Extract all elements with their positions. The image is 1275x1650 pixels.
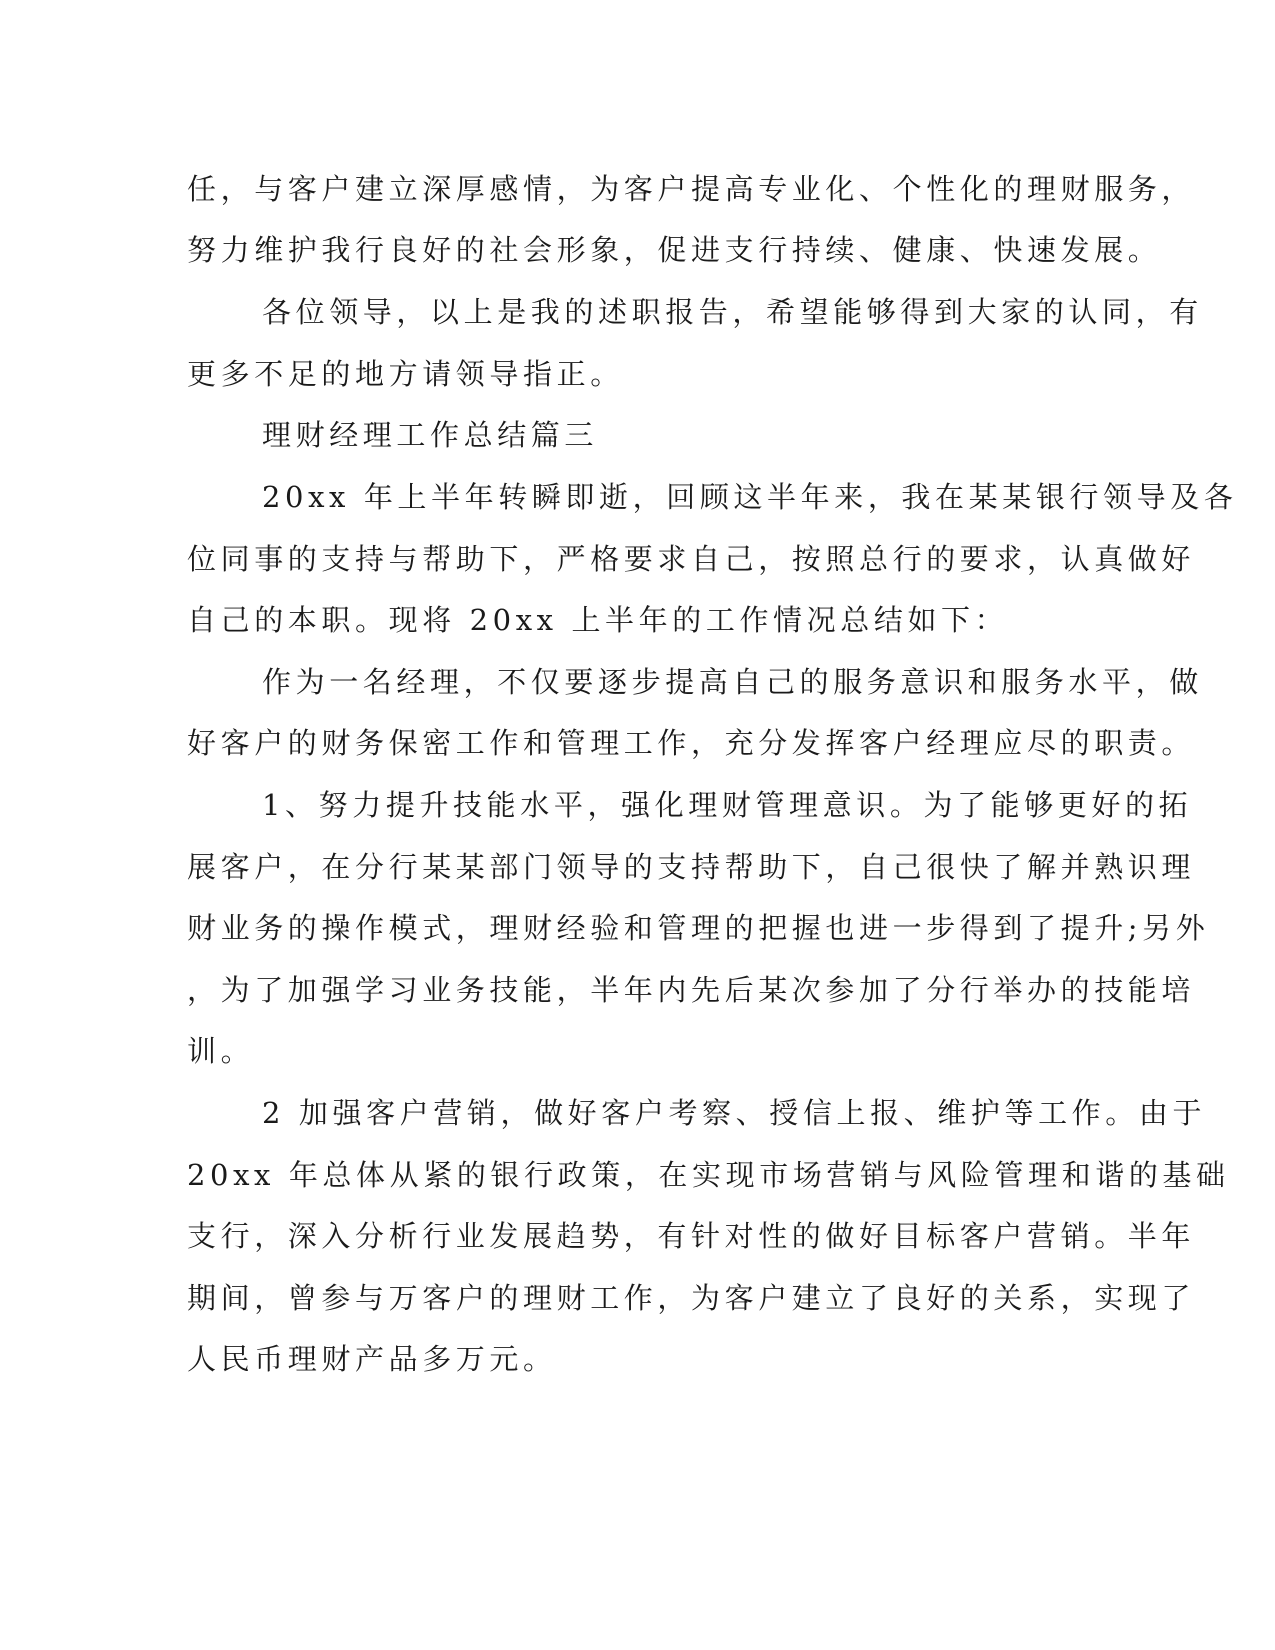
text-line: 20xx 年上半年转瞬即逝，回顾这半年来，我在某某银行领导及各 [262, 480, 1238, 514]
text-line: 任，与客户建立深厚感情，为客户提高专业化、个性化的理财服务， [187, 172, 1196, 206]
text-line: 展客户，在分行某某部门领导的支持帮助下，自己很快了解并熟识理 [187, 850, 1196, 884]
text-line: 努力维护我行良好的社会形象，促进支行持续、健康、快速发展。 [187, 233, 1162, 267]
text-line: 好客户的财务保密工作和管理工作，充分发挥客户经理应尽的职责。 [187, 726, 1196, 760]
text-line: 自己的本职。现将 20xx 上半年的工作情况总结如下： [187, 603, 1009, 637]
text-line: 2 加强客户营销，做好客户考察、授信上报、维护等工作。由于 [262, 1096, 1207, 1130]
text-line: 财业务的操作模式，理财经验和管理的把握也进一步得到了提升;另外 [187, 911, 1210, 945]
section-heading: 理财经理工作总结篇三 [262, 418, 599, 452]
text-line: 20xx 年总体从紧的银行政策，在实现市场营销与风险管理和谐的基础 [187, 1158, 1230, 1192]
text-line: 更多不足的地方请领导指正。 [187, 357, 624, 391]
text-line: 位同事的支持与帮助下，严格要求自己，按照总行的要求，认真做好 [187, 542, 1196, 576]
text-line: 人民币理财产品多万元。 [187, 1342, 557, 1376]
text-line: 1、努力提升技能水平，强化理财管理意识。为了能够更好的拓 [262, 788, 1193, 822]
text-line: ，为了加强学习业务技能，半年内先后某次参加了分行举办的技能培 [187, 973, 1196, 1007]
text-line: 作为一名经理，不仅要逐步提高自己的服务意识和服务水平，做 [262, 665, 1203, 699]
text-line: 期间，曾参与万客户的理财工作，为客户建立了良好的关系，实现了 [187, 1281, 1196, 1315]
text-line: 训。 [187, 1034, 255, 1068]
text-line: 支行，深入分析行业发展趋势，有针对性的做好目标客户营销。半年 [187, 1219, 1196, 1253]
text-line: 各位领导，以上是我的述职报告，希望能够得到大家的认同，有 [262, 295, 1203, 329]
